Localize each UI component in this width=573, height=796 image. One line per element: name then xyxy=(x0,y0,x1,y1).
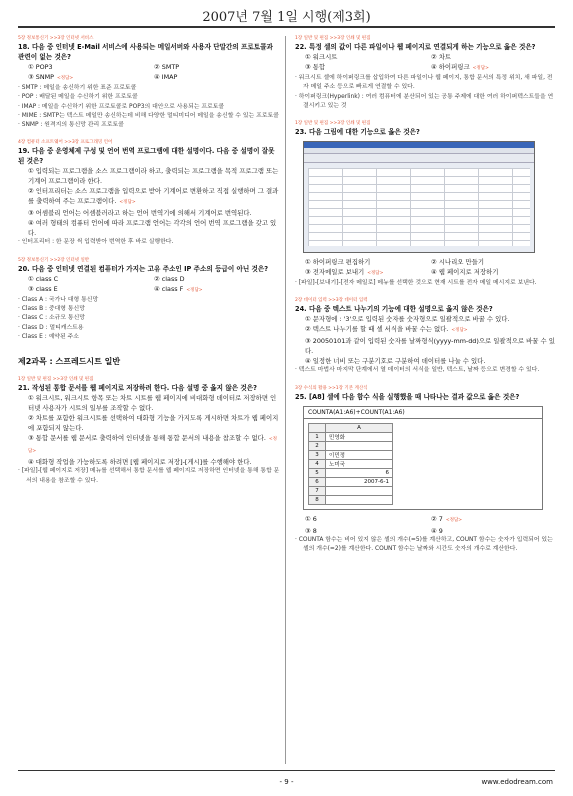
option-2 xyxy=(28,186,280,208)
answer-options xyxy=(295,514,557,536)
question-25 xyxy=(295,386,557,555)
option-3: ③ 20050101과 같이 입력된 숫자를 날짜형식(yyyy-mm-dd)으로 일괄적으로 바꿀 수 있다. xyxy=(305,337,555,356)
option-label: ③ 통합 문서를 웹 문서로 출력하여 인터넷을 통해 통합 문서의 내용을 참조할 수 없다. xyxy=(28,434,266,443)
correct-answer-mark: <정답> xyxy=(28,437,278,455)
option-2: ② class D xyxy=(154,274,185,283)
option-1: ① 워크시트 xyxy=(305,53,338,61)
correct-answer-mark: <정답> xyxy=(472,66,489,71)
explanation-line: · 워크시트 셀에 하이퍼링크를 삽입하여 다른 파일이나 웹 페이지, 통합 문서의 특정 위치, 새 파일, 전자 메일 주소 등으로 빠르게 연결할 수 있다. xyxy=(295,75,553,91)
explanation-line: · [파일]-[보내기]-[전자 메일로] 메뉴를 선택한 것으로 현재 시트를 전자 메일 메시지로 보낸다. xyxy=(295,280,537,287)
question-19 xyxy=(18,140,280,247)
explanation-line: · POP : 배달된 메일을 수신하기 위한 프로토콜 xyxy=(18,94,138,101)
explanation-line: · Class A : 국가나 대형 통신망 xyxy=(18,296,99,303)
option-4 xyxy=(154,284,280,296)
option-4 xyxy=(431,62,557,74)
correct-answer-mark: <정답> xyxy=(119,200,136,206)
explanation-line: · 인터프리터 : 한 문장 씩 입력받아 번역한 후 바로 실행한다. xyxy=(18,239,174,246)
option-3: ③ class E xyxy=(28,284,58,293)
option-2: ② 차트를 포함한 워크시트를 선택하여 대화형 기능을 가지도록 게시하면 차트가 웹 페이지에 포함되지 않는다. xyxy=(28,414,279,433)
answer-options xyxy=(18,166,280,238)
answer-options xyxy=(18,62,280,84)
explanation-line: · [파일]-[웹 페이지로 저장] 메뉴를 선택해서 통합 문서를 웹 페이지로 저장하면 인터넷을 통해 통합 문서의 내용을 참조할 수 있다. xyxy=(18,468,280,484)
footer-rule xyxy=(18,770,555,771)
option-4: ④ 대화형 작업을 가능하도록 하려면 [웹 페이지로 저장]-[게시]를 수행해야 한다. xyxy=(28,458,252,467)
section-heading: 제2과목 : 스프레드시트 일반 xyxy=(18,357,121,367)
option-2 xyxy=(431,514,557,526)
option-4: ④ 일정한 너비 또는 구분기호로 구분하여 데이터를 나눌 수 있다. xyxy=(305,357,486,366)
option-3 xyxy=(28,72,154,84)
explanation-line: · Class E : 예약된 주소 xyxy=(18,333,79,340)
left-column xyxy=(18,36,280,496)
question-text: 24. 다음 중 텍스트 나누기의 기능에 대한 설명으로 옳지 않은 것은? xyxy=(295,305,493,314)
option-3: ③ 어셈블리 언어는 어셈블러라고 하는 언어 번역기에 의해서 기계어로 번역된다. xyxy=(28,209,252,218)
option-label: ④ 하이퍼링크 xyxy=(431,63,470,71)
explanation-line: · Class D : 멀티캐스트용 xyxy=(18,324,84,331)
email-toolbar xyxy=(304,154,534,163)
correct-answer-mark: <정답> xyxy=(367,271,384,277)
cell-a3: 이민정 xyxy=(326,450,393,459)
cell-a8 xyxy=(326,495,393,504)
explanation xyxy=(18,296,280,342)
option-3: ③ 통합 xyxy=(305,63,326,71)
question-18 xyxy=(18,36,280,130)
option-4: ④ IMAP xyxy=(154,73,178,81)
question-text: 20. 다음 중 인터넷 연결된 컴퓨터가 가지는 고유 주소인 IP 주소의 등급이 아닌 것은? xyxy=(18,264,269,273)
page-title: 2007년 7월 1일 시행(제3회) xyxy=(202,10,371,25)
cell-a5: 6 xyxy=(326,468,393,477)
explanation-line: · 하이퍼링크(Hyperlink) : 여러 컴퓨터에 분산되어 있는 공통 주제에 대한 여러 하이퍼텍스트들을 연결시키고 있는 것 xyxy=(295,93,554,109)
question-category: 5장 정보통신기 >>2장 인터넷 일반 xyxy=(18,257,90,263)
option-2 xyxy=(305,324,557,336)
answer-options xyxy=(295,257,557,279)
explanation xyxy=(18,467,280,486)
cell-a2 xyxy=(326,441,393,450)
question-22 xyxy=(295,36,557,111)
option-label: ② 인터프리터는 소스 프로그램을 입력으로 받아 기계어로 변환하고 직접 실행하며 그 결과를 출력하여 주는 프로그램이다. xyxy=(28,187,279,206)
question-category: 3장 수식의 활용 >>1장 기본 계산식 xyxy=(295,385,368,391)
question-category: 5장 정보통신기 >>3장 인터넷 서비스 xyxy=(18,36,94,41)
option-label: ② 텍스트 나누기를 할 때 셀 서식을 바꿀 수는 없다. xyxy=(305,325,449,334)
question-text: 19. 다음 중 운영체제 구성 및 언어 번역 프로그램에 대한 설명이다. 다음 중 설명이 잘못된 것은? xyxy=(18,147,275,166)
explanation-line: · SMTP : 메일을 송신하기 위한 표준 프로토콜 xyxy=(18,85,137,91)
header-rule xyxy=(18,26,555,28)
option-1: ① 하이퍼링크 편집하기 xyxy=(305,258,371,267)
option-4: ④ 여러 형태의 컴퓨터 언어에 따라 프로그램 언어는 각각의 언어 번역 프로그램을 갖고 있다. xyxy=(28,219,277,238)
worksheet-grid xyxy=(308,168,530,246)
option-4: ④ 웹 페이지로 저장하기 xyxy=(431,268,499,277)
cell-a4: 노미국 xyxy=(326,459,393,468)
explanation-line: · Class C : 소규모 통신망 xyxy=(18,315,85,322)
explanation-line: · MIME : SMTP는 텍스트 메일만 송신하는데 비해 다양한 멀티미디어 메일을 송신할 수 있는 프로토콜 xyxy=(18,112,279,119)
answer-options xyxy=(18,274,280,296)
answer-options xyxy=(295,314,557,366)
option-2: ② SMTP xyxy=(154,63,180,71)
answer-options xyxy=(18,393,280,467)
question-text: 23. 다음 그림에 대한 기능으로 옳은 것은? xyxy=(295,128,420,137)
question-24 xyxy=(295,298,557,375)
column-divider xyxy=(285,36,286,764)
option-3 xyxy=(305,267,431,279)
explanation xyxy=(295,279,557,288)
page-number: - 9 - xyxy=(279,778,294,786)
correct-answer-mark: <정답> xyxy=(186,287,203,293)
question-category: 1장 일반 및 편집 >>3장 인쇄 및 편집 xyxy=(295,121,371,127)
option-label: ③ 전자메일로 보내기 xyxy=(305,268,365,277)
cell-a1: 민영화 xyxy=(326,432,393,441)
option-1: ① 6 xyxy=(305,514,317,523)
question-category: 1장 일반 및 편집 >>3장 인쇄 및 편집 xyxy=(18,377,94,383)
question-text: 22. 특정 셀의 값이 다른 파일이나 웹 페이지로 연결되게 하는 기능으로 옳은 것은? xyxy=(295,43,536,51)
explanation-line: · 텍스트 마법사 마지막 단계에서 열 데이터의 서식을 일반, 텍스트, 날짜 등으로 변경할 수 있다. xyxy=(295,367,540,374)
option-3: ③ 8 xyxy=(305,526,317,535)
option-label: ③ SNMP xyxy=(28,73,54,81)
answer-options xyxy=(295,52,557,74)
question-category: 2장 데이터 입력 >>3장 데이터 입력 xyxy=(295,298,368,304)
correct-answer-mark: <정답> xyxy=(451,328,468,334)
correct-answer-mark: <정답> xyxy=(445,517,463,523)
option-label: ② 7 xyxy=(431,514,443,523)
question-text: 21. 작성된 통합 문서를 웹 페이지로 저장하려 한다. 다음 설명 중 옳지 않은 것은? xyxy=(18,384,257,393)
option-4: ④ 9 xyxy=(431,526,443,535)
question-text: 18. 다음 중 인터넷 E-Mail 서비스에 사용되는 메일서버와 사용자 단말간의 프로토콜과 관련이 없는 것은? xyxy=(18,43,273,61)
explanation xyxy=(295,366,557,375)
question-20 xyxy=(18,258,280,342)
explanation xyxy=(295,74,557,111)
option-3 xyxy=(28,433,280,457)
option-1: ① 워크시트, 워크시트 항목 또는 차트 시트를 웹 페이지에 비대화형 데이터로 저장하면 인터넷 사용자가 시트의 일부를 조작할 수 없다. xyxy=(28,394,277,413)
explanation xyxy=(295,536,557,555)
option-1: ① 입력되는 프로그램을 소스 프로그램이라 하고, 출력되는 프로그램을 목적 프로그램 또는 기계어 프로그램이라 한다. xyxy=(28,167,279,186)
explanation-line: · IMAP : 메일을 수신하기 위한 프로토콜로 POP3의 대안으로 사용되는 프로토콜 xyxy=(18,103,225,110)
cell-a6: 2007-6-1 xyxy=(326,477,393,486)
cell-table: A 1 민영화 2 3 이민정 4 노미국 5 6 6 2007-6-1 7 8 xyxy=(308,423,393,505)
option-1: ① 문자형에 : '3'으로 입력된 숫자를 숫자형으로 일괄적으로 바꿀 수 있다. xyxy=(305,315,510,324)
question-category: 1장 일반 및 편집 >>3장 인쇄 및 편집 xyxy=(295,36,371,41)
question-text: 25. [A8] 셀에 다음 함수 식을 실행했을 때 나타나는 결과 값으로 옳은 것은? xyxy=(295,392,520,401)
explanation-line: · Class B : 중대형 통신망 xyxy=(18,306,85,313)
option-label: ④ class F xyxy=(154,284,184,293)
explanation-line: · SNMP : 원격지의 통신망 관리 프로토콜 xyxy=(18,122,124,129)
excel-window-screenshot xyxy=(303,141,535,253)
explanation xyxy=(18,84,280,130)
option-1: ① class C xyxy=(28,274,59,283)
right-column xyxy=(295,36,557,564)
question-21 xyxy=(18,377,280,486)
correct-answer-mark: <정답> xyxy=(56,76,74,81)
cell-a7 xyxy=(326,486,393,495)
formula-text: COUNTA(A1:A6)+COUNT(A1:A6) xyxy=(304,407,542,419)
option-2: ② 차트 xyxy=(431,53,452,61)
option-2: ② 시나리오 만들기 xyxy=(431,258,485,267)
spreadsheet-figure xyxy=(303,406,543,510)
site-url: www.edodream.com xyxy=(481,778,553,786)
option-1: ① POP3 xyxy=(28,63,53,71)
column-header: A xyxy=(326,423,393,432)
explanation xyxy=(18,238,280,247)
question-category: 4장 컴퓨터 소프트웨어 >>3장 프로그래밍 언어 xyxy=(18,140,113,146)
question-23 xyxy=(295,121,557,288)
explanation-line: · COUNTA 함수는 비어 있지 않은 셀의 개수(=5)를 계산하고, COUNT 함수는 숫자가 입력되어 있는 셀의 개수(=2)를 계산한다. COUNT 함수는 날짜와 시간도 숫자의 개수로 계산한다. xyxy=(295,536,553,553)
